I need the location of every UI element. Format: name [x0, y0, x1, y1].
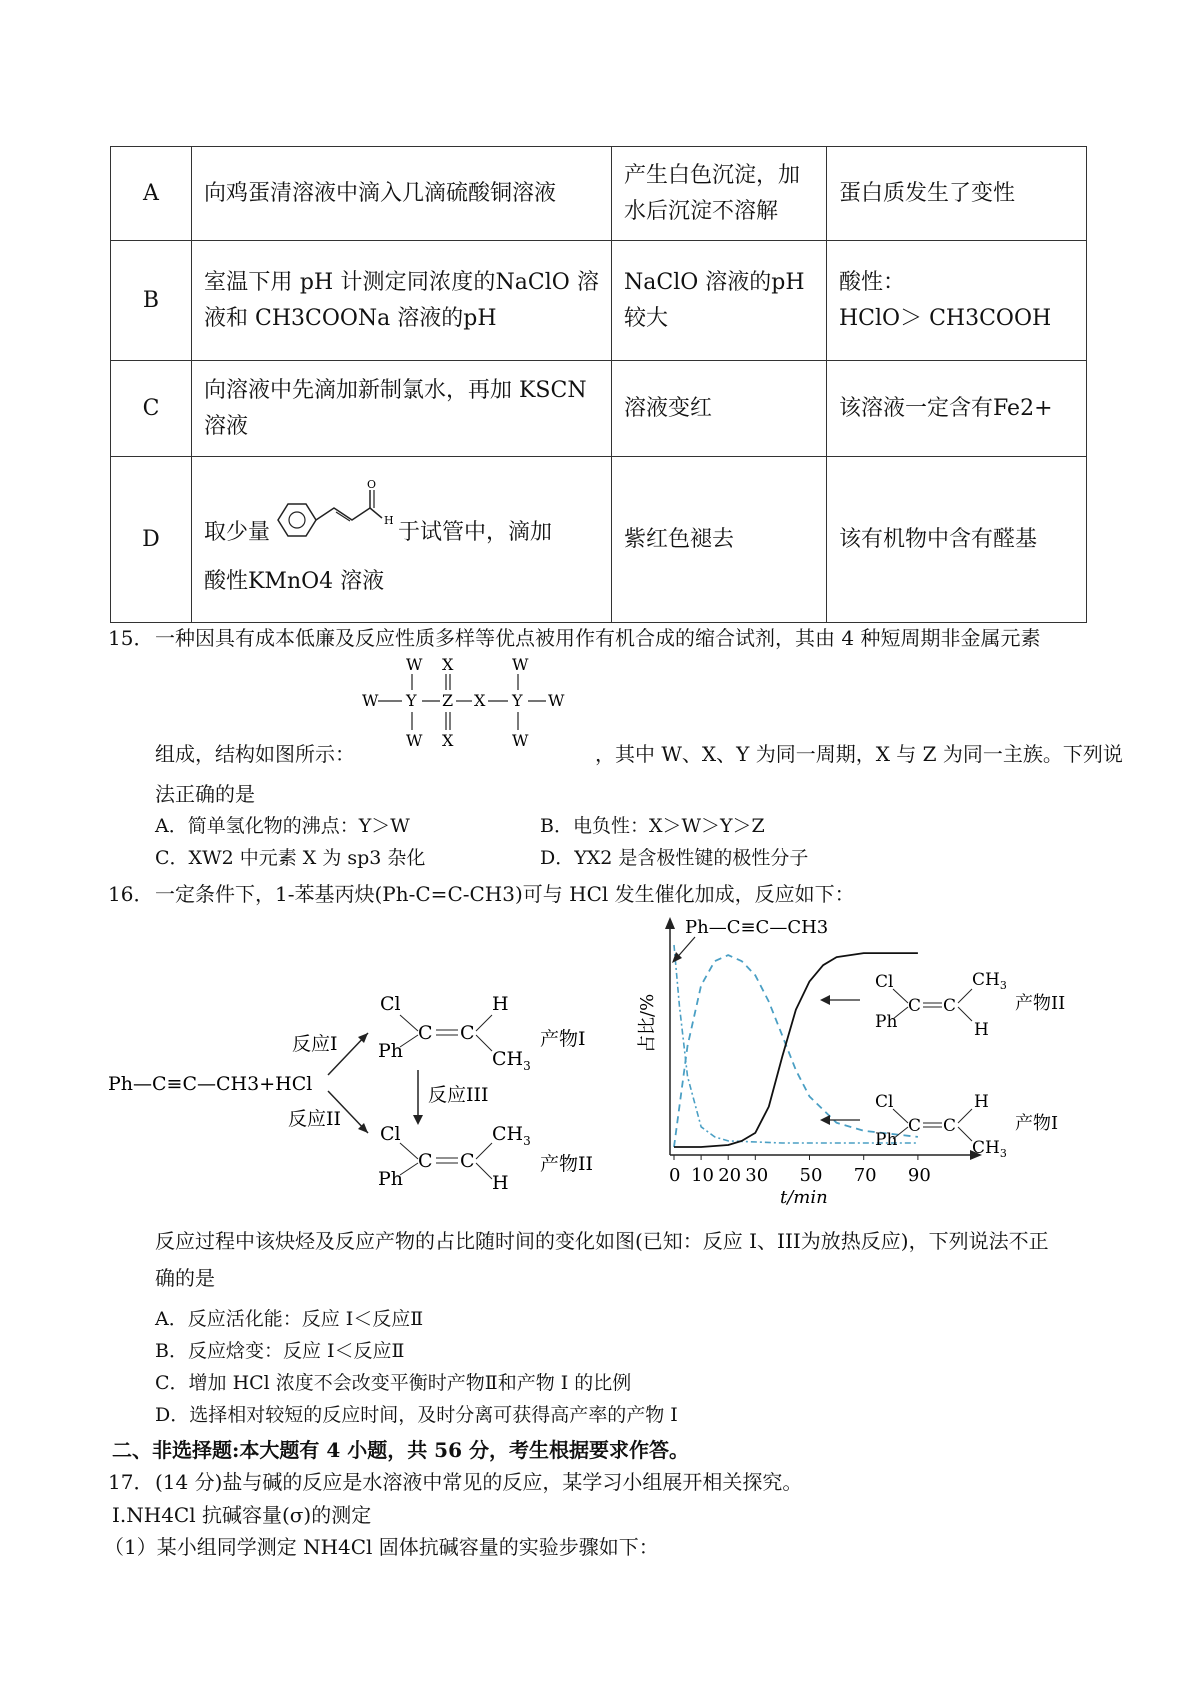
- q15-stem-line2-suffix: ，其中 W、X、Y 为同一周期，X 与 Z 为同一主族。下列说: [595, 742, 1123, 766]
- row-label: A: [111, 147, 192, 241]
- operation-cell: 向鸡蛋清溶液中滴入几滴硫酸铜溶液: [192, 147, 612, 241]
- q16-desc-line1: 反应过程中该炔烃及反应产物的占比随时间的变化如图(已知：反应 I、III为放热反应)，下列说法不正: [155, 1229, 1049, 1253]
- operation-line2: 酸性KMnO4 溶液: [204, 568, 385, 594]
- time-chart: [630, 915, 1110, 1215]
- chart-p1-label: 产物I: [1015, 1113, 1059, 1134]
- operation-suffix: 于试管中，滴加: [398, 519, 553, 545]
- q16-option-b: B．反应焓变：反应 I＜反应Ⅱ: [155, 1340, 405, 1362]
- svg-text:Ph: Ph: [378, 1040, 404, 1062]
- svg-text:X: X: [442, 656, 454, 674]
- q16-option-d: D．选择相对较短的反应时间，及时分离可获得高产率的产物 I: [155, 1404, 678, 1426]
- scheme-p1: 产物I: [540, 1028, 586, 1050]
- svg-text:C: C: [908, 996, 922, 1016]
- svg-text:W: W: [406, 656, 423, 674]
- q15-option-b: B．电负性：X＞W＞Y＞Z: [540, 815, 765, 837]
- svg-text:Cl: Cl: [875, 1092, 894, 1112]
- q15-stem-line1: 一种因具有成本低廉及反应性质多样等优点被用作有机合成的缩合试剂，其由 4 种短周期非金属元素: [155, 626, 1041, 650]
- q15-option-a: A．简单氢化物的沸点：Y＞W: [155, 815, 410, 837]
- scheme-r1: 反应I: [292, 1033, 338, 1055]
- svg-text:Ph: Ph: [875, 1012, 898, 1032]
- q16-desc-line2: 确的是: [155, 1266, 215, 1290]
- x-tick-label: 10: [691, 1165, 715, 1186]
- row-label: B: [111, 241, 192, 361]
- phenomenon-cell: 紫红色褪去: [612, 457, 827, 623]
- conclusion-cell: 该有机物中含有醛基: [827, 457, 1087, 623]
- svg-text:C: C: [418, 1022, 433, 1044]
- svg-text:X: X: [474, 691, 486, 710]
- chart-p2-label: 产物II: [1015, 993, 1066, 1014]
- operation-prefix: 取少量: [204, 519, 271, 545]
- x-tick-label: 30: [745, 1165, 769, 1186]
- svg-text:C: C: [943, 1116, 957, 1136]
- table-row: [111, 241, 1087, 361]
- conclusion-cell: [827, 241, 1087, 361]
- svg-text:W: W: [512, 656, 529, 674]
- svg-text:H: H: [974, 1092, 989, 1112]
- svg-text:C: C: [460, 1150, 475, 1172]
- x-tick-label: 50: [799, 1165, 823, 1186]
- operation-cell: [192, 457, 612, 623]
- svg-text:C: C: [460, 1022, 475, 1044]
- section2-title: 二、非选择题:本大题有 4 小题，共 56 分，考生根据要求作答。: [112, 1438, 689, 1462]
- svg-text:X: X: [442, 731, 454, 750]
- operation-cell: 向溶液中先滴加新制氯水，再加 KSCN溶液: [192, 361, 612, 457]
- scheme-r3: 反应III: [428, 1084, 489, 1106]
- q16-option-a: A．反应活化能：反应 I＜反应Ⅱ: [155, 1308, 424, 1330]
- y-axis-label: 占比/%: [637, 993, 658, 1053]
- svg-text:Y: Y: [512, 691, 523, 710]
- svg-text:Cl: Cl: [380, 1123, 401, 1145]
- reaction-scheme: [100, 975, 640, 1200]
- svg-text:H: H: [492, 993, 509, 1015]
- svg-text:Cl: Cl: [875, 972, 894, 992]
- experiment-table: [110, 146, 1087, 623]
- scheme-reactant: Ph—C≡C—CH3+HCl: [108, 1073, 313, 1095]
- svg-text:H: H: [974, 1020, 989, 1040]
- svg-text:Y: Y: [406, 691, 417, 710]
- q15-structure: [360, 656, 570, 766]
- phenomenon-cell: 溶液变红: [612, 361, 827, 457]
- x-tick-label: 70: [853, 1165, 877, 1186]
- x-tick-label: 20: [718, 1165, 742, 1186]
- conclusion-prefix: 酸性：: [839, 270, 906, 296]
- svg-text:C: C: [943, 996, 957, 1016]
- table-row: [111, 361, 1087, 457]
- x-tick-label: 0: [669, 1165, 681, 1186]
- q16-number: 16．: [108, 882, 154, 906]
- svg-text:CH3: $CH_3$: [972, 970, 1007, 992]
- svg-text:H: H: [492, 1172, 509, 1194]
- scheme-r2: 反应II: [288, 1108, 342, 1130]
- conclusion-cell: 该溶液一定含有Fe2+: [827, 361, 1087, 457]
- cinnamaldehyde-structure: [270, 480, 398, 550]
- conclusion-text: HClO＞ CH3COOH: [839, 305, 1052, 331]
- phenomenon-cell: 产生白色沉淀，加水后沉淀不溶解: [612, 147, 827, 241]
- row-label: D: [111, 457, 192, 623]
- q16-option-c: C．增加 HCl 浓度不会改变平衡时产物Ⅱ和产物 I 的比例: [155, 1372, 632, 1394]
- svg-text:W: W: [406, 731, 423, 750]
- q16-stem: 一定条件下，1-苯基丙炔(Ph-C=C-CH3)可与 HCl 发生催化加成，反应如下：: [155, 882, 855, 906]
- q15-stem-line3: 法正确的是: [155, 782, 255, 806]
- q15-number: 15．: [108, 626, 154, 650]
- chart-top-label: Ph—C≡C—CH3: [685, 917, 829, 938]
- phenomenon-cell: NaClO 溶液的pH 较大: [612, 241, 827, 361]
- table-row: [111, 457, 1087, 623]
- svg-text:CH3: $CH_3$: [492, 1048, 531, 1073]
- scheme-p2: 产物II: [540, 1153, 594, 1175]
- svg-text:H: H: [384, 513, 394, 527]
- svg-text:Ph: Ph: [875, 1130, 898, 1150]
- svg-text:C: C: [908, 1116, 922, 1136]
- conclusion-cell: 蛋白质发生了变性: [827, 147, 1087, 241]
- q17-number: 17．: [108, 1470, 154, 1494]
- svg-text:Cl: Cl: [380, 993, 401, 1015]
- svg-text:Ph: Ph: [378, 1168, 404, 1190]
- operation-cell: 室温下用 pH 计测定同浓度的NaClO 溶液和 CH3COONa 溶液的pH: [192, 241, 612, 361]
- svg-text:W: W: [512, 731, 529, 750]
- q15-option-d: D．YX2 是含极性键的极性分子: [540, 847, 809, 869]
- svg-text:Z: Z: [442, 691, 454, 710]
- svg-text:O: O: [367, 479, 377, 491]
- q15-stem-line2-prefix: 组成，结构如图所示：: [155, 742, 355, 766]
- svg-text:CH3: $CH_3$: [972, 1138, 1007, 1160]
- q17-stem: (14 分)盐与碱的反应是水溶液中常见的反应，某学习小组展开相关探究。: [155, 1470, 803, 1494]
- q17-sub1: （1）某小组同学测定 NH4Cl 固体抗碱容量的实验步骤如下：: [104, 1535, 659, 1559]
- x-tick-label: 90: [907, 1165, 931, 1186]
- row-label: C: [111, 361, 192, 457]
- q15-option-c: C．XW2 中元素 X 为 sp3 杂化: [155, 847, 426, 869]
- x-axis-label: t/min: [780, 1187, 828, 1208]
- q17-part1: Ⅰ.NH4Cl 抗碱容量(σ)的测定: [112, 1503, 372, 1527]
- svg-text:W: W: [362, 691, 379, 710]
- table-row: [111, 147, 1087, 241]
- svg-text:W: W: [548, 691, 565, 710]
- svg-text:C: C: [418, 1150, 433, 1172]
- svg-text:CH3: $CH_3$: [492, 1123, 531, 1148]
